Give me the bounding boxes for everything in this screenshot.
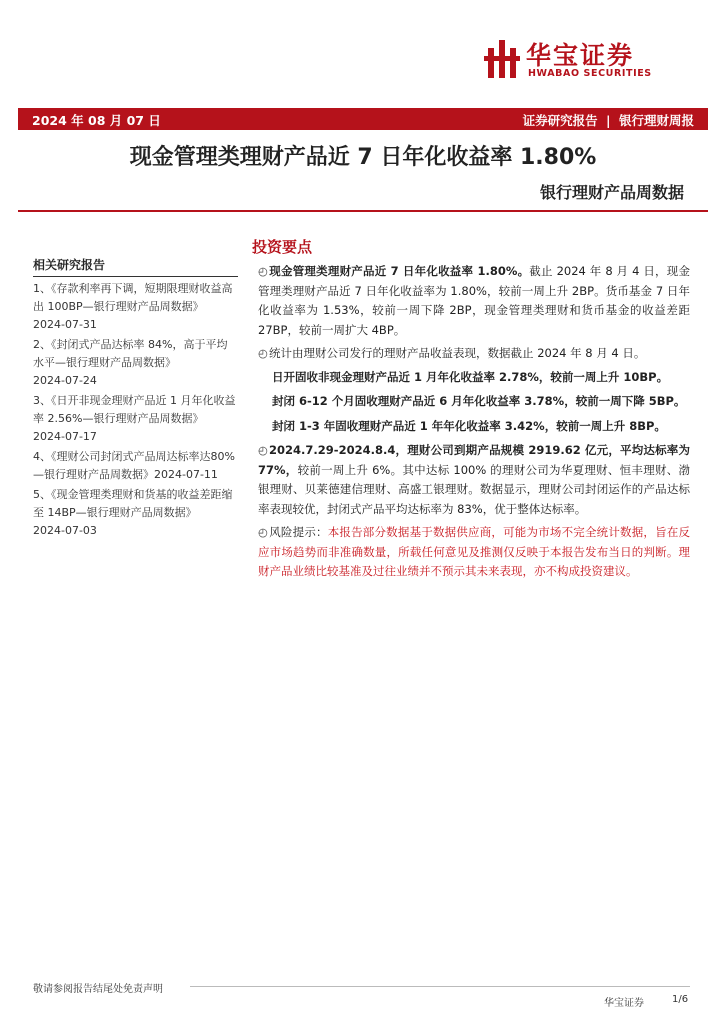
key-point-paragraph bbox=[258, 441, 690, 519]
key-points-body bbox=[258, 262, 690, 586]
related-report-item[interactable] bbox=[33, 448, 238, 484]
related-report-date: 2024-07-03 bbox=[33, 524, 97, 537]
key-point-text: 截止 2024 年 8 月 4 日，现金管理类理财产品近 7 日年化收益率为 1.80%，较前一周上升 2BP。货币基金 7 日年化收益率为 1.53%，较前一周下降 2BP，现金管理类理财和货币基金的收益差距 27BP，较前一周扩大 4BP。 bbox=[258, 264, 690, 337]
related-report-item[interactable] bbox=[33, 280, 238, 334]
clock-bullet-icon: ◴ bbox=[258, 346, 269, 360]
header-separator: | bbox=[606, 113, 611, 128]
report-title: 现金管理类理财产品近 7 日年化收益率 1.80% bbox=[129, 145, 597, 170]
page-number: 1/6 bbox=[672, 994, 689, 1005]
related-report-date: 2024-07-31 bbox=[33, 318, 97, 331]
related-report-title: 2、《封闭式产品达标率 84%，高于平均水平—银行理财产品周数据》 bbox=[33, 338, 228, 369]
title-divider bbox=[18, 210, 708, 212]
yield-bullet: 日开固收非现金理财产品近 1 月年化收益率 2.78%，较前一周上升 10BP。 bbox=[272, 369, 669, 384]
key-point-text: 较前一周上升 6%。其中达标 100% 的理财公司为华夏理财、恒丰理财、渤银理财、贝莱德建信理财、高盛工银理财。数据显示，理财公司封闭运作的产品达标率表现较优，封闭式产品平均达标率为 83%，优于整体达标率。 bbox=[258, 462, 690, 516]
related-report-item[interactable] bbox=[33, 486, 238, 540]
related-report-item[interactable] bbox=[33, 336, 238, 390]
related-report-title: 1、《存款利率再下调，短期限理财收益高出 100BP—银行理财产品周数据》 bbox=[33, 282, 233, 313]
report-tags bbox=[519, 111, 694, 129]
report-subtitle: 银行理财产品周数据 bbox=[539, 183, 684, 202]
report-category: 证券研究报告 bbox=[522, 113, 598, 128]
related-report-title: 4、《理财公司封闭式产品周达标率达80%—银行理财产品周数据》2024-07-11 bbox=[33, 450, 235, 481]
related-report-title: 3、《日开非现金理财产品近 1 月年化收益率 2.56%—银行理财产品周数据》 bbox=[33, 394, 236, 425]
related-reports-heading: 相关研究报告 bbox=[33, 258, 106, 272]
yield-bullet: 封闭 1-3 年固收理财产品近 1 年年化收益率 3.42%，较前一周上升 8BP。 bbox=[272, 418, 666, 433]
related-report-item[interactable] bbox=[33, 392, 238, 446]
footer-firm: 华宝证券 bbox=[604, 998, 644, 1009]
key-point-highlight: 现金管理类理财产品近 7 日年化收益率 1.80%。 bbox=[269, 264, 530, 278]
clock-bullet-icon: ◴ bbox=[258, 525, 269, 539]
related-report-date: 2024-07-17 bbox=[33, 430, 97, 443]
key-point-highlight: 2024.7.29-2024.8.4，理财公司到期产品规模 2919.62 亿元，平均达标率为 77%， bbox=[258, 443, 690, 477]
sidebar-divider bbox=[33, 276, 238, 277]
disclaimer-note: 敬请参阅报告结尾处免责声明 bbox=[33, 984, 163, 995]
hwabao-logo-icon bbox=[484, 38, 520, 80]
key-point-paragraph bbox=[258, 344, 690, 364]
risk-warning bbox=[258, 523, 690, 582]
risk-label: 风险提示： bbox=[269, 525, 328, 539]
brand-name-cn: 华宝证券 bbox=[526, 41, 635, 70]
clock-bullet-icon: ◴ bbox=[258, 443, 269, 457]
related-report-date: 2024-07-24 bbox=[33, 374, 97, 387]
key-point-paragraph bbox=[258, 262, 690, 340]
brand-name-en: HWABAO SECURITIES bbox=[528, 68, 652, 79]
key-point-text: 统计由理财公司发行的理财产品收益表现，数据截止 2024 年 8 月 4 日。 bbox=[269, 346, 646, 360]
footer-divider bbox=[190, 986, 690, 987]
report-date: 2024 年 08 月 07 日 bbox=[32, 113, 161, 128]
risk-text: 本报告部分数据基于数据供应商，可能为市场不完全统计数据，旨在反应市场趋势而非准确数量，所载任何意见及推测仅反映于本报告发布当日的判断。理财产品业绩比较基准及过往业绩并不预示其未来表现，亦不构成投资建议。 bbox=[258, 525, 691, 578]
related-reports-list bbox=[33, 280, 238, 542]
report-series: 银行理财周报 bbox=[618, 113, 694, 128]
clock-bullet-icon: ◴ bbox=[258, 264, 269, 278]
header-bar bbox=[18, 108, 708, 130]
related-report-title: 5、《现金管理类理财和货基的收益差距缩至 14BP—银行理财产品周数据》 bbox=[33, 488, 233, 519]
key-points-heading: 投资要点 bbox=[252, 238, 313, 256]
yield-bullet: 封闭 6-12 个月固收理财产品近 6 月年化收益率 3.78%，较前一周下降 5BP。 bbox=[272, 394, 686, 408]
